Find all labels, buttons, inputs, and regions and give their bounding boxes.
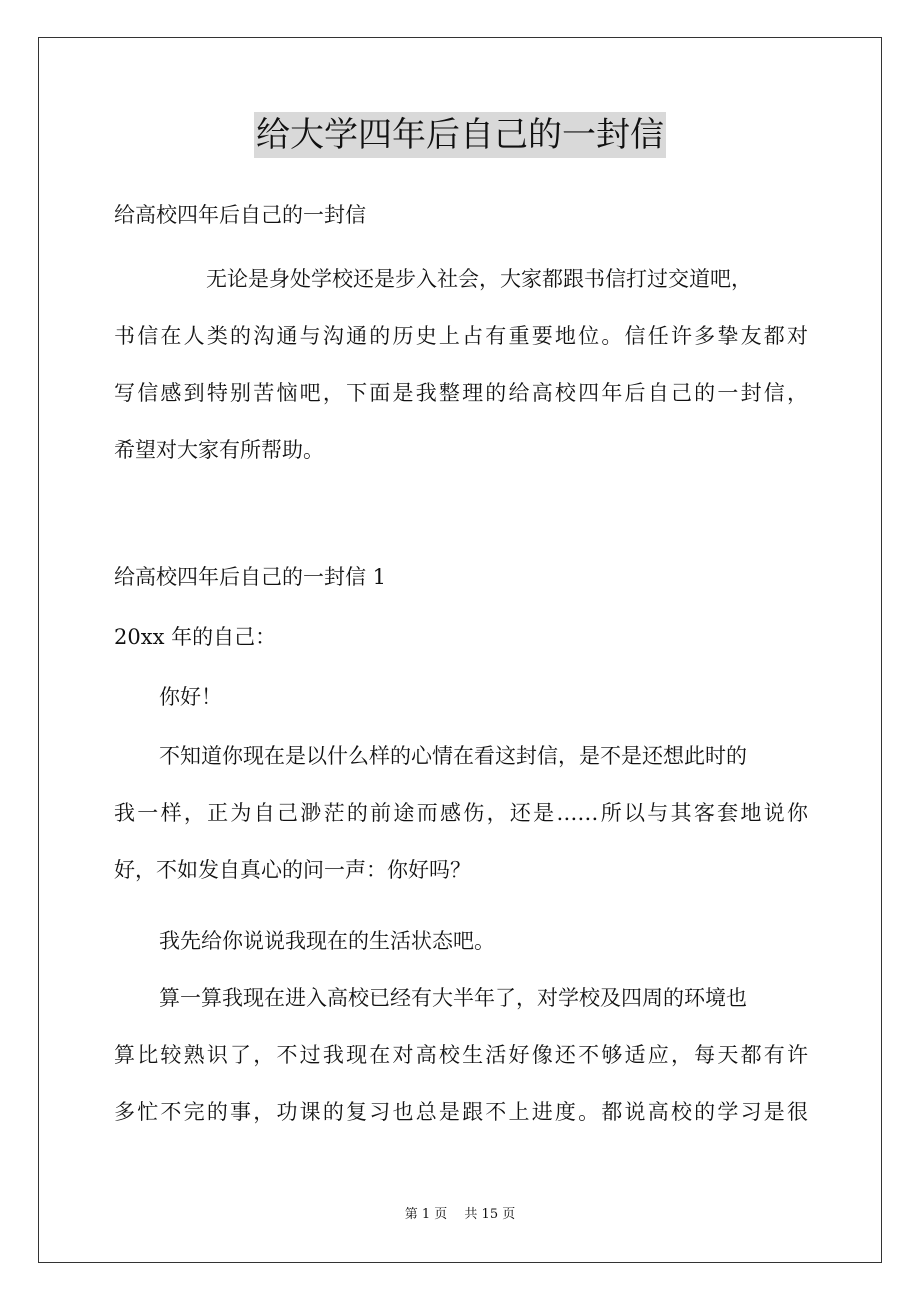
body-line-4: 我先给你说说我现在的生活状态吧。 <box>159 929 495 953</box>
intro-line-4: 希望对大家有所帮助。 <box>114 438 324 462</box>
body-line-2: 我一样，正为自己渺茫的前途而感伤，还是……所以与其客套地说你 <box>114 801 808 825</box>
body-line-5: 算一算我现在进入高校已经有大半年了，对学校及四周的环境也 <box>159 986 747 1010</box>
body-line-1: 不知道你现在是以什么样的心情在看这封信，是不是还想此时的 <box>159 744 747 768</box>
intro-line-1: 无论是身处学校还是步入社会，大家都跟书信打过交道吧， <box>206 267 752 291</box>
intro-line-2: 书信在人类的沟通与沟通的历史上占有重要地位。信任许多挚友都对 <box>114 324 808 348</box>
section-title: 给高校四年后自己的一封信 1 <box>114 565 387 589</box>
body-line-6: 算比较熟识了，不过我现在对高校生活好像还不够适应，每天都有许 <box>114 1043 808 1067</box>
body-line-7: 多忙不完的事，功课的复习也总是跟不上进度。都说高校的学习是很 <box>114 1100 808 1124</box>
subtitle: 给高校四年后自己的一封信 <box>114 203 366 227</box>
document-title: 给大学四年后自己的一封信 <box>254 112 666 158</box>
salutation: 20xx 年的自己： <box>114 625 277 649</box>
title-container <box>0 112 920 158</box>
intro-line-3: 写信感到特别苦恼吧，下面是我整理的给高校四年后自己的一封信， <box>114 381 808 405</box>
greeting: 你好！ <box>159 685 222 709</box>
page-footer: 第 1 页 共 15 页 <box>404 1207 516 1222</box>
body-line-3: 好，不如发自真心的问一声：你好吗？ <box>114 858 471 882</box>
